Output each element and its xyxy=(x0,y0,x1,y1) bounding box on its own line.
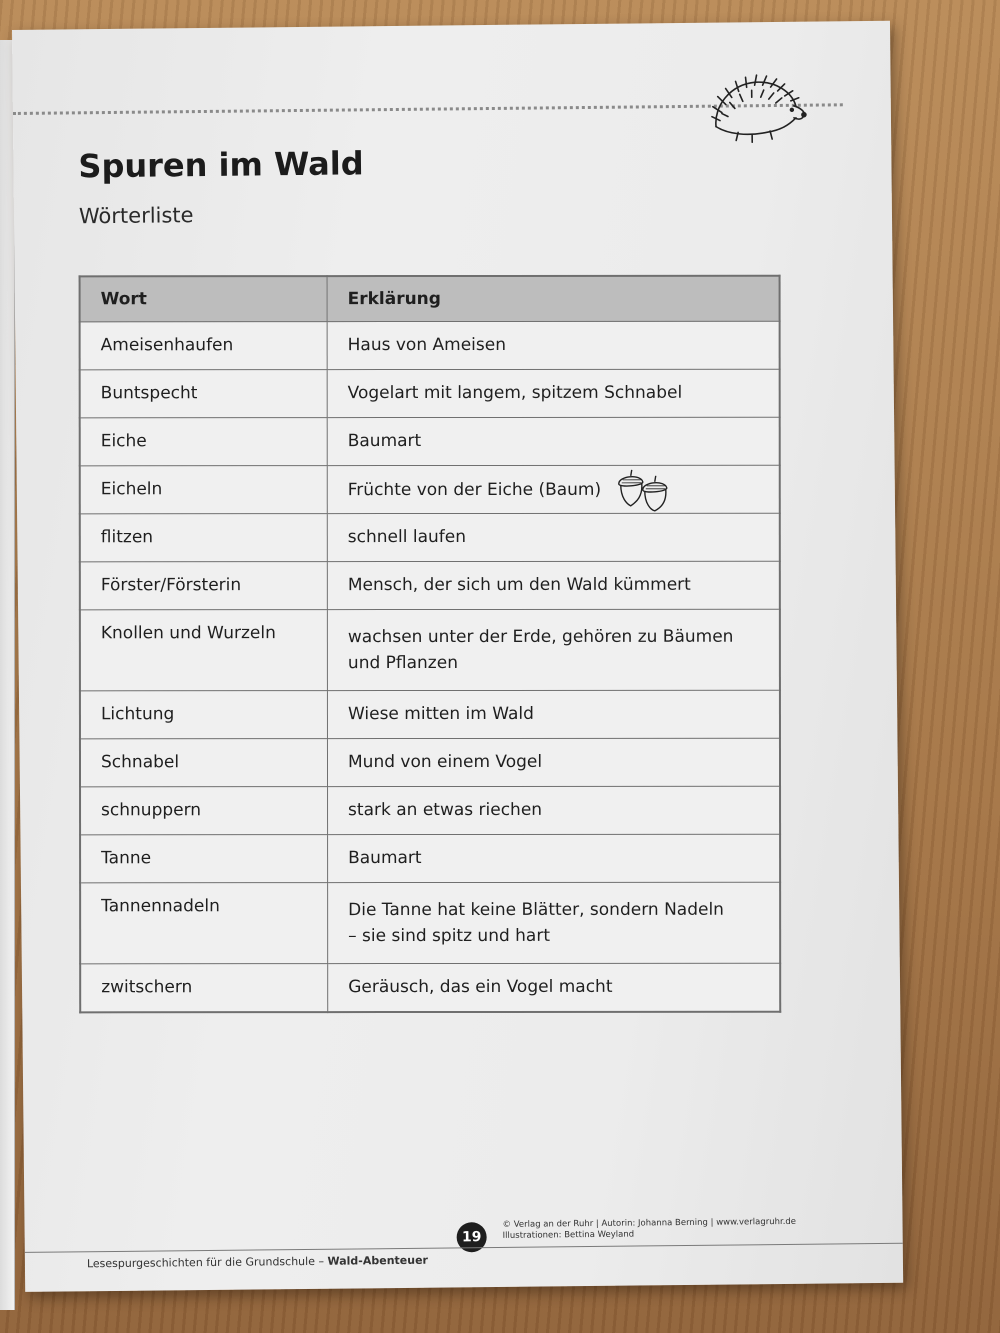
table-row xyxy=(80,963,780,1012)
explanation-cell: Mund von einem Vogel xyxy=(327,738,780,786)
table-row xyxy=(80,738,780,787)
word-cell: Eiche xyxy=(80,418,328,466)
explanation-cell: stark an etwas riechen xyxy=(328,786,781,834)
left-page-edge xyxy=(0,40,15,1310)
explanation-cell: Baumart xyxy=(327,417,780,465)
explanation-cell: schnell laufen xyxy=(327,513,780,561)
word-cell: Eicheln xyxy=(80,466,328,514)
table-row xyxy=(80,690,780,739)
word-cell: flitzen xyxy=(80,514,328,562)
table-header-row xyxy=(80,276,780,322)
explanation-cell xyxy=(328,882,781,963)
explanation-cell: Baumart xyxy=(328,834,781,882)
table-row xyxy=(80,786,780,835)
table-row xyxy=(80,513,780,562)
book-title: Wald-Abenteuer xyxy=(327,1253,429,1268)
word-cell: Buntspecht xyxy=(80,370,328,418)
word-list-table xyxy=(79,275,782,1014)
explanation-line: und Pflanzen xyxy=(347,652,458,674)
table-row xyxy=(80,561,780,610)
copyright-line: © Verlag an der Ruhr | Autorin: Johanna Berning | www.verlagruhr.de xyxy=(502,1216,797,1230)
explanation-cell xyxy=(327,609,780,690)
column-header-explanation: Erklärung xyxy=(327,276,780,322)
series-title: Lesespurgeschichten für die Grundschule – xyxy=(86,1254,325,1271)
explanation-cell xyxy=(327,465,780,513)
table-row xyxy=(80,417,780,466)
acorn-icon xyxy=(613,467,677,511)
explanation-cell: Wiese mitten im Wald xyxy=(327,690,780,738)
hedgehog-icon xyxy=(707,68,808,149)
illustration-credit: Illustrationen: Bettina Weyland xyxy=(502,1230,635,1242)
table-row xyxy=(80,609,780,691)
table-row xyxy=(80,834,780,883)
explanation-cell: Geräusch, das ein Vogel macht xyxy=(328,963,781,1012)
explanation-text: Früchte von der Eiche (Baum) xyxy=(347,479,602,500)
page-subtitle: Wörterliste xyxy=(78,203,194,229)
word-cell: Schnabel xyxy=(80,739,328,787)
word-cell: Lichtung xyxy=(80,691,328,739)
table-row xyxy=(80,882,780,964)
word-cell: Tannennadeln xyxy=(80,883,328,964)
table-row xyxy=(80,465,780,514)
table-row xyxy=(80,369,780,418)
explanation-line: Die Tanne hat keine Blätter, sondern Nadeln xyxy=(348,899,724,920)
word-cell: zwitschern xyxy=(80,964,328,1013)
page-number-badge: 19 xyxy=(457,1222,487,1252)
page-title: Spuren im Wald xyxy=(78,144,364,186)
copyright-notice xyxy=(502,1217,796,1243)
word-cell: schnuppern xyxy=(80,787,328,835)
word-cell: Tanne xyxy=(80,835,328,883)
footer-series xyxy=(87,1254,428,1271)
worksheet-page xyxy=(12,21,903,1292)
explanation-line: – sie sind spitz und hart xyxy=(348,925,551,947)
explanation-cell: Mensch, der sich um den Wald kümmert xyxy=(327,561,780,609)
explanation-line: wachsen unter der Erde, gehören zu Bäumen xyxy=(347,626,734,647)
explanation-cell: Vogelart mit langem, spitzem Schnabel xyxy=(327,369,780,417)
word-cell: Knollen und Wurzeln xyxy=(80,610,328,691)
word-cell: Ameisenhaufen xyxy=(80,322,328,370)
column-header-word: Wort xyxy=(80,276,328,322)
explanation-cell: Haus von Ameisen xyxy=(327,321,780,369)
word-cell: Förster/Försterin xyxy=(80,562,328,610)
table-row xyxy=(80,321,780,370)
